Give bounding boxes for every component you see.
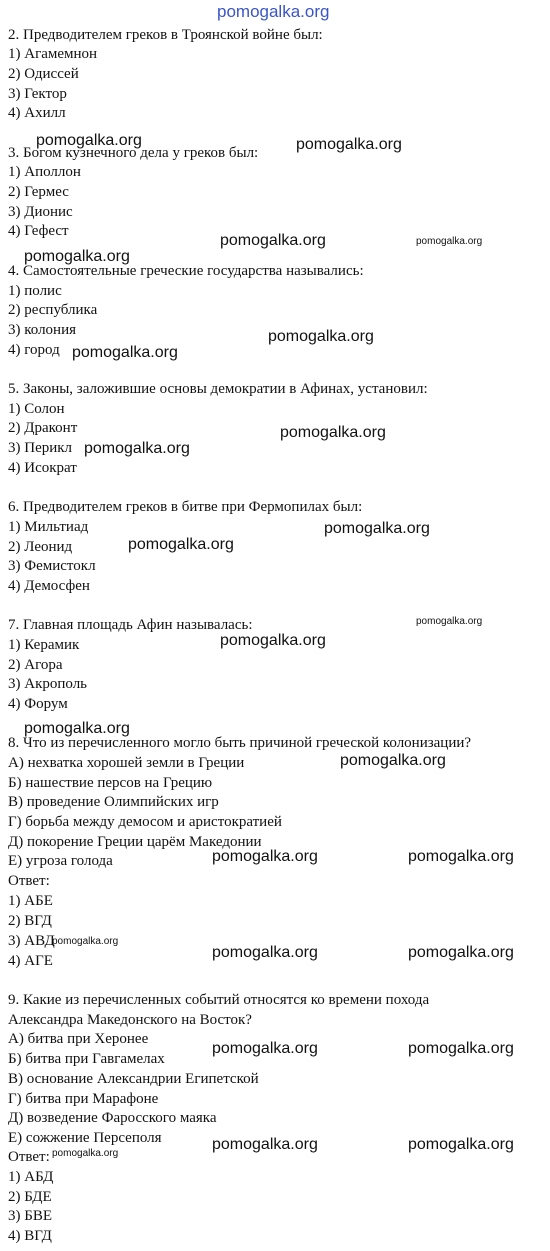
q9-option-4: 4) ВГД (8, 1228, 52, 1244)
q3-option-1: 1) Аполлон (8, 164, 81, 180)
q9-answer-label: Ответ: (8, 1149, 50, 1165)
q9-item-b: Б) битва при Гавгамелах (8, 1051, 165, 1067)
watermark: pomogalka.org (52, 1148, 119, 1159)
q9-item-d: Г) битва при Марафоне (8, 1091, 159, 1107)
q6-option-2: 2) Леонид (8, 539, 73, 555)
q8-option-1: 1) АБЕ (8, 893, 53, 909)
q8-item-f: Е) угроза голода (8, 853, 113, 869)
watermark: pomogalka.org (212, 1040, 318, 1057)
q9-option-1: 1) АБД (8, 1169, 54, 1185)
q2-option-2: 2) Одиссей (8, 66, 79, 82)
q4-option-2: 2) республика (8, 302, 98, 318)
q5-option-3: 3) Перикл (8, 440, 73, 456)
watermark: pomogalka.org (324, 520, 430, 537)
q3-option-4: 4) Гефест (8, 223, 69, 239)
question-2: 2. Предводителем греков в Троянской войне был: (8, 27, 323, 43)
watermark: pomogalka.org (212, 848, 318, 865)
q8-item-c: В) проведение Олимпийских игр (8, 794, 219, 810)
question-9-line-1: 9. Какие из перечисленных событий относятся ко времени похода (8, 992, 430, 1008)
q7-option-4: 4) Форум (8, 696, 68, 712)
q9-option-2: 2) БДЕ (8, 1189, 52, 1205)
watermark: pomogalka.org (416, 236, 483, 247)
q5-option-2: 2) Драконт (8, 420, 78, 436)
watermark: pomogalka.org (128, 536, 234, 553)
watermark: pomogalka.org (408, 1040, 514, 1057)
q7-option-3: 3) Акрополь (8, 676, 88, 692)
q6-option-1: 1) Мильтиад (8, 519, 89, 535)
q8-item-a: А) нехватка хорошей земли в Греции (8, 755, 245, 771)
q2-option-3: 3) Гектор (8, 86, 67, 102)
q9-option-3: 3) БВЕ (8, 1208, 53, 1224)
watermark: pomogalka.org (36, 132, 142, 149)
watermark: pomogalka.org (340, 752, 446, 769)
q7-option-1: 1) Керамик (8, 637, 80, 653)
q8-answer-label: Ответ: (8, 873, 50, 889)
q7-option-2: 2) Агора (8, 657, 63, 673)
question-3: 3. Богом кузнечного дела у греков был: (8, 145, 259, 161)
watermark: pomogalka.org (84, 440, 190, 457)
q6-option-4: 4) Демосфен (8, 578, 90, 594)
q5-option-4: 4) Исократ (8, 460, 77, 476)
q8-item-e: Д) покорение Греции царём Македонии (8, 834, 262, 850)
watermark: pomogalka.org (268, 328, 374, 345)
q4-option-4: 4) город (8, 342, 60, 358)
watermark: pomogalka.org (212, 1136, 318, 1153)
watermark: pomogalka.org (408, 848, 514, 865)
question-9-line-2: Александра Македонского на Восток? (8, 1012, 252, 1028)
q8-option-4: 4) АГЕ (8, 953, 53, 969)
q8-option-3: 3) АВД (8, 933, 55, 949)
q5-option-1: 1) Солон (8, 401, 65, 417)
watermark: pomogalka.org (52, 936, 119, 947)
watermark: pomogalka.org (72, 344, 178, 361)
q2-option-4: 4) Ахилл (8, 105, 66, 121)
q4-option-1: 1) полис (8, 283, 62, 299)
watermark: pomogalka.org (280, 424, 386, 441)
q9-item-e: Д) возведение Фаросского маяка (8, 1110, 217, 1126)
q9-item-a: А) битва при Херонее (8, 1031, 149, 1047)
watermark: pomogalka.org (296, 136, 402, 153)
q9-item-c: В) основание Александрии Египетской (8, 1071, 259, 1087)
watermark: pomogalka.org (212, 944, 318, 961)
q4-option-3: 3) колония (8, 322, 77, 338)
question-8: 8. Что из перечисленного могло быть причиной греческой колонизации? (8, 735, 472, 751)
watermark-header: pomogalka.org (217, 2, 330, 21)
question-5: 5. Законы, заложившие основы демократии в Афинах, установил: (8, 381, 428, 397)
watermark: pomogalka.org (416, 616, 483, 627)
q8-option-2: 2) ВГД (8, 913, 52, 929)
watermark: pomogalka.org (408, 944, 514, 961)
q3-option-2: 2) Гермес (8, 184, 69, 200)
q2-option-1: 1) Агамемнон (8, 46, 98, 62)
q3-option-3: 3) Дионис (8, 204, 73, 220)
watermark: pomogalka.org (220, 632, 326, 649)
watermark: pomogalka.org (220, 232, 326, 249)
watermark: pomogalka.org (24, 248, 130, 265)
question-6: 6. Предводителем греков в битве при Фермопилах был: (8, 499, 363, 515)
q8-item-d: Г) борьба между демосом и аристократией (8, 814, 282, 830)
watermark: pomogalka.org (24, 720, 130, 737)
q6-option-3: 3) Фемистокл (8, 558, 96, 574)
watermark: pomogalka.org (408, 1136, 514, 1153)
q8-item-b: Б) нашествие персов на Грецию (8, 775, 213, 791)
question-7: 7. Главная площадь Афин называлась: (8, 617, 253, 633)
question-4: 4. Самостоятельные греческие государства назывались: (8, 263, 364, 279)
q9-item-f: Е) сожжение Персеполя (8, 1130, 162, 1146)
